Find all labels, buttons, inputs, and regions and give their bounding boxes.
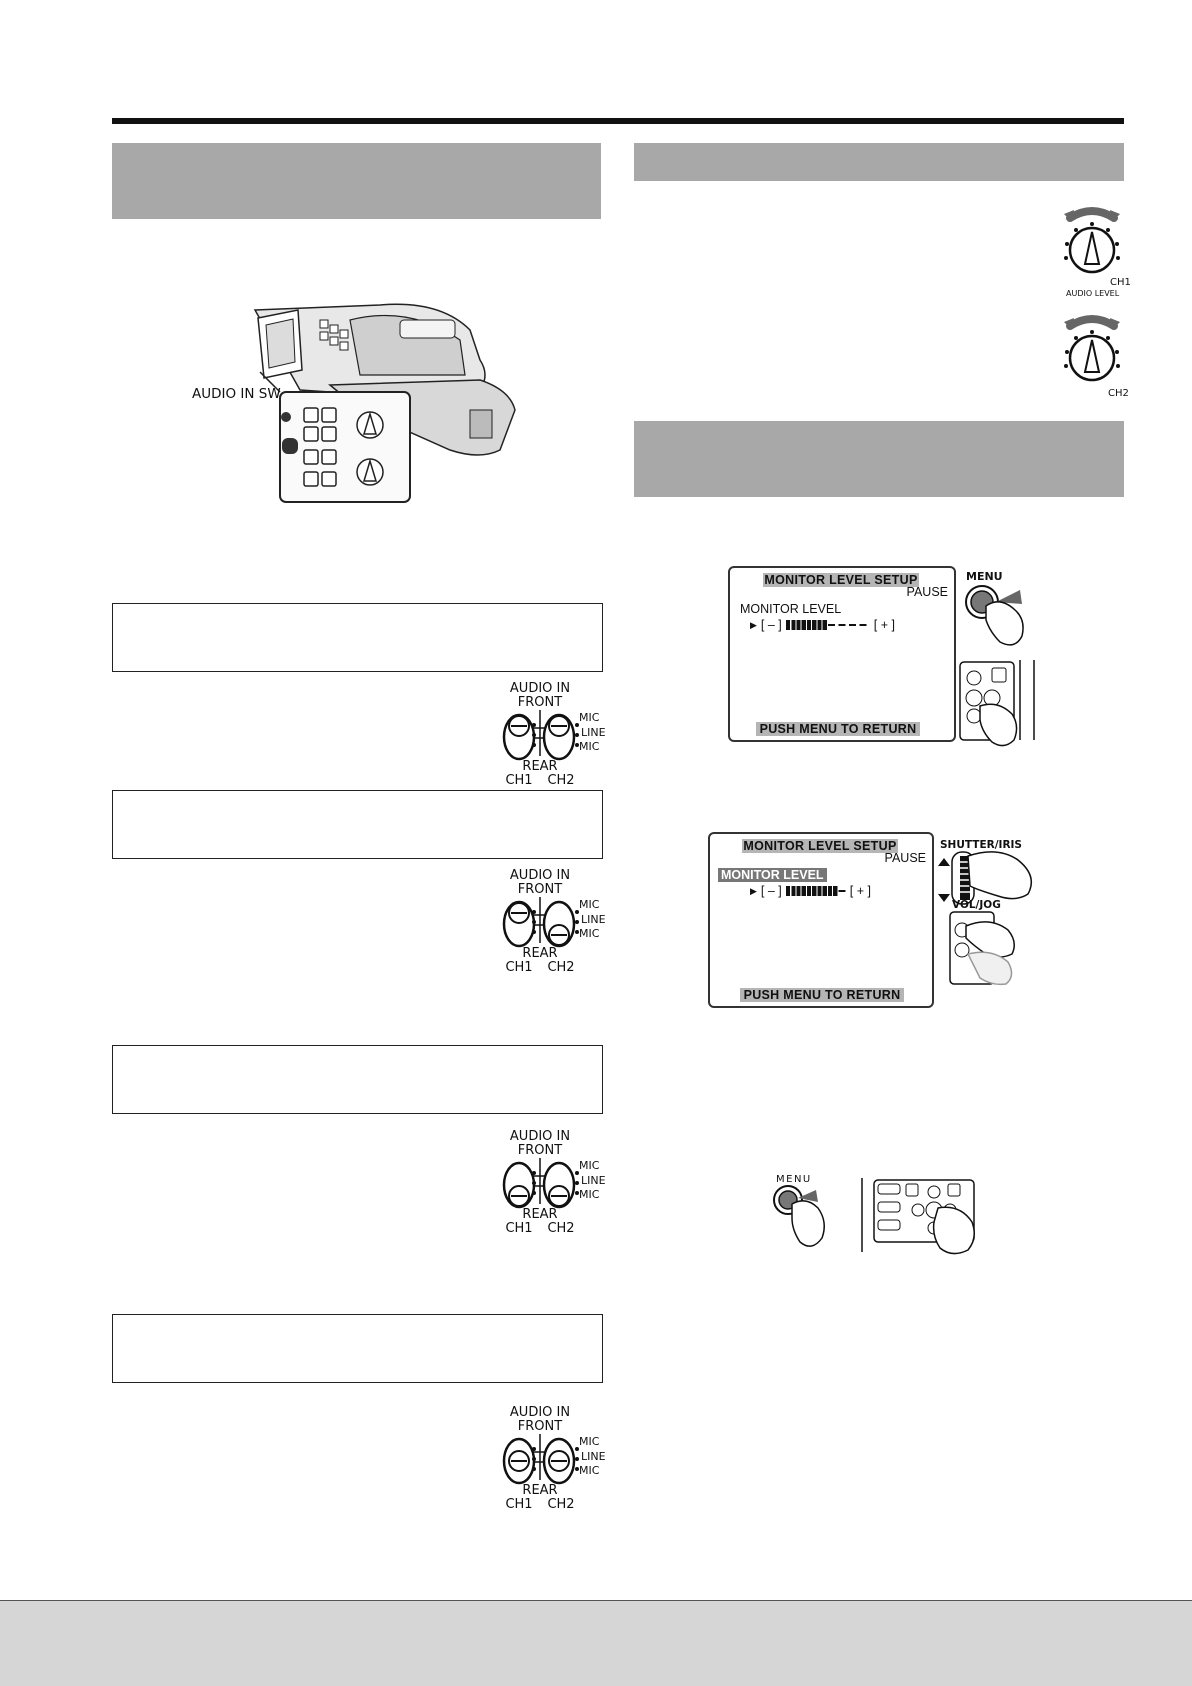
ch2-label: CH2 bbox=[547, 773, 575, 785]
screen-status: PAUSE bbox=[884, 851, 926, 865]
screen-status: PAUSE bbox=[906, 585, 948, 599]
front-label: FRONT bbox=[517, 1419, 563, 1434]
shutter-iris-label: SHUTTER/IRIS bbox=[940, 839, 1022, 851]
mic-top-label: MIC bbox=[579, 898, 600, 911]
top-rule bbox=[112, 118, 1124, 124]
screen-footer: PUSH MENU TO RETURN bbox=[756, 722, 920, 736]
rear-label: REAR bbox=[522, 759, 558, 774]
control-pad-lower[interactable] bbox=[860, 1178, 988, 1258]
menu-upper-label: MENU bbox=[966, 570, 1003, 583]
screen-title: MONITOR LEVEL SETUP bbox=[764, 573, 918, 587]
level-bar bbox=[786, 620, 870, 630]
monitor-level-screen-2 bbox=[708, 832, 934, 1008]
audio-switch-svg bbox=[500, 680, 612, 785]
pointer-icon: ▶ bbox=[750, 885, 757, 896]
ch1-label: CH1 bbox=[505, 1221, 533, 1233]
audio-switch-svg bbox=[500, 1128, 612, 1233]
front-label: FRONT bbox=[517, 882, 563, 897]
screen-title: MONITOR LEVEL SETUP bbox=[743, 839, 897, 853]
audio-in-title: AUDIO IN bbox=[509, 1129, 571, 1144]
audio-in-switch-diagram-3 bbox=[500, 1128, 612, 1233]
menu-button-lower[interactable] bbox=[770, 1172, 840, 1254]
info-box-1 bbox=[112, 603, 603, 672]
rear-label: REAR bbox=[522, 1207, 558, 1222]
mic-bottom-label: MIC bbox=[579, 1464, 600, 1477]
mic-top-label: MIC bbox=[579, 711, 600, 724]
mic-top-label: MIC bbox=[579, 1435, 600, 1448]
audio-level-knob-ch1[interactable] bbox=[1052, 200, 1132, 296]
menu-button-upper[interactable] bbox=[960, 570, 1050, 660]
knob-ch1-label: CH1 bbox=[1110, 277, 1131, 288]
audio-in-switch-diagram-4 bbox=[500, 1404, 612, 1509]
line-label: LINE bbox=[581, 726, 606, 739]
ch2-label: CH2 bbox=[547, 1497, 575, 1509]
camera-illustration bbox=[180, 300, 530, 510]
level-fill-blocks bbox=[786, 886, 839, 896]
level-row bbox=[750, 618, 895, 632]
line-label: LINE bbox=[581, 913, 606, 926]
menu-lower-label: MENU bbox=[776, 1174, 812, 1185]
audio-in-title: AUDIO IN bbox=[509, 868, 571, 883]
rear-label: REAR bbox=[522, 1483, 558, 1498]
right-section-header bbox=[634, 143, 1124, 181]
level-fill-blocks bbox=[786, 620, 828, 630]
ch1-label: CH1 bbox=[505, 960, 533, 972]
pointer-icon: ▶ bbox=[750, 619, 757, 630]
info-box-3 bbox=[112, 1045, 603, 1114]
front-label: FRONT bbox=[517, 1143, 563, 1158]
audio-switch-svg bbox=[500, 867, 612, 972]
vol-jog-label: VOL/JOG bbox=[952, 899, 1001, 911]
ch1-label: CH1 bbox=[505, 773, 533, 785]
audio-level-knob-ch2[interactable] bbox=[1052, 308, 1132, 400]
level-row bbox=[750, 884, 871, 898]
mic-top-label: MIC bbox=[579, 1159, 600, 1172]
info-box-2 bbox=[112, 790, 603, 859]
shutter-iris-dial[interactable] bbox=[938, 836, 1048, 906]
info-box-4 bbox=[112, 1314, 603, 1383]
line-label: LINE bbox=[581, 1174, 606, 1187]
mic-bottom-label: MIC bbox=[579, 740, 600, 753]
monitor-section-header bbox=[634, 421, 1124, 497]
ch2-label: CH2 bbox=[547, 960, 575, 972]
audio-switch-svg bbox=[500, 1404, 612, 1509]
level-minus: [ – ] bbox=[760, 618, 782, 632]
front-label: FRONT bbox=[517, 695, 563, 710]
screen-footer: PUSH MENU TO RETURN bbox=[740, 988, 904, 1002]
audio-in-title: AUDIO IN bbox=[509, 681, 571, 696]
knob-ch2-label: CH2 bbox=[1108, 388, 1129, 399]
audio-in-switch-diagram-2 bbox=[500, 867, 612, 972]
level-plus: [ + ] bbox=[873, 618, 895, 632]
left-section-header bbox=[112, 143, 601, 219]
audio-in-sw-callout: AUDIO IN SW bbox=[192, 386, 281, 402]
knob-audio-level-label: AUDIO LEVEL bbox=[1066, 289, 1120, 296]
ch1-label: CH1 bbox=[505, 1497, 533, 1509]
monitor-level-label-highlighted: MONITOR LEVEL bbox=[718, 868, 827, 882]
ch2-label: CH2 bbox=[547, 1221, 575, 1233]
level-plus: [ + ] bbox=[849, 884, 871, 898]
mic-bottom-label: MIC bbox=[579, 927, 600, 940]
level-minus: [ – ] bbox=[760, 884, 782, 898]
footer-band bbox=[0, 1600, 1192, 1686]
monitor-level-label: MONITOR LEVEL bbox=[740, 602, 842, 616]
vol-jog-control[interactable] bbox=[946, 898, 1046, 986]
monitor-level-screen-1 bbox=[728, 566, 956, 742]
control-pad-upper[interactable] bbox=[958, 660, 1044, 752]
audio-in-title: AUDIO IN bbox=[509, 1405, 571, 1420]
line-label: LINE bbox=[581, 1450, 606, 1463]
audio-in-switch-diagram-1 bbox=[500, 680, 612, 785]
rear-label: REAR bbox=[522, 946, 558, 961]
level-bar bbox=[786, 886, 846, 896]
mic-bottom-label: MIC bbox=[579, 1188, 600, 1201]
